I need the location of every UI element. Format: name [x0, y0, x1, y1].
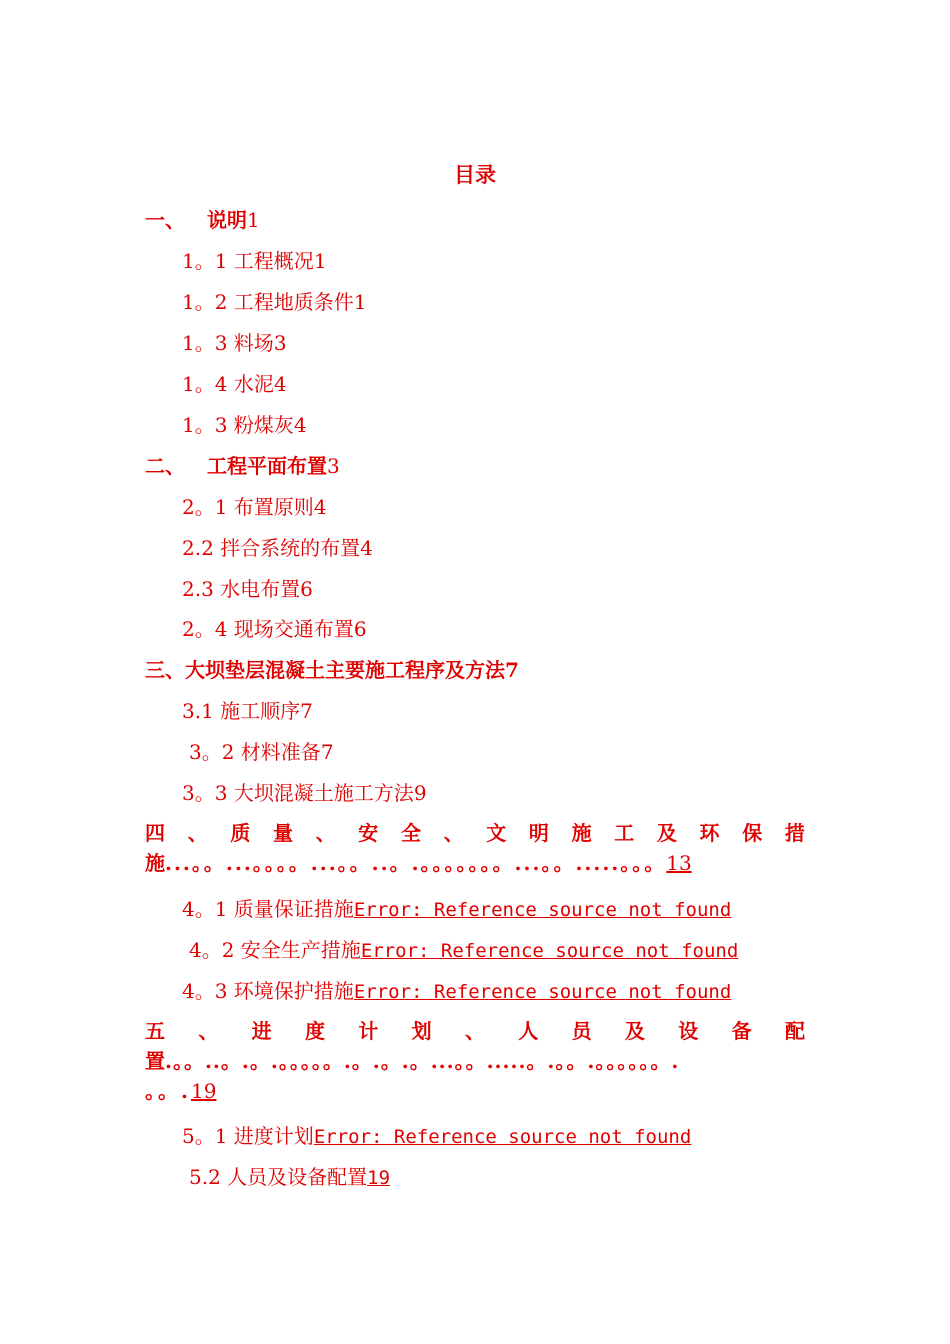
section-number: 二、: [145, 454, 185, 478]
title-char: 人: [518, 1019, 539, 1043]
entry-label: 2.2 拌合系统的布置: [182, 536, 361, 560]
toc-entry-4-1[interactable]: [182, 894, 731, 925]
title-char: 五: [145, 1019, 165, 1043]
page-number: 4: [273, 372, 287, 396]
page-number: 7: [320, 740, 334, 764]
toc-entry-5-1[interactable]: [182, 1121, 691, 1152]
entry-label: 1。1 工程概况: [182, 249, 314, 273]
toc-entry-1-3[interactable]: [182, 328, 287, 358]
toc-entry-3-2[interactable]: [189, 737, 334, 767]
section-title: 说明: [207, 208, 247, 232]
section-5-leader-line-2: [145, 1076, 805, 1106]
page-number: 1: [353, 290, 367, 314]
entry-label: 3。3 大坝混凝土施工方法: [182, 781, 414, 805]
title-char: 度: [304, 1019, 325, 1043]
page-number[interactable]: 19: [190, 1079, 217, 1103]
title-char: 进: [251, 1019, 272, 1043]
page-number: 1: [313, 249, 327, 273]
section-4-title-line: [145, 818, 805, 848]
entry-label: 5.2 人员及设备配置: [189, 1165, 368, 1189]
dot-leader: 。。.: [145, 1079, 191, 1103]
title-char: 环: [699, 821, 720, 845]
title-char: 、: [187, 821, 208, 845]
entry-label: 1。2 工程地质条件: [182, 290, 354, 314]
toc-entry-4-2[interactable]: [189, 935, 738, 966]
title-char: 工: [614, 821, 635, 845]
dot-leader: .。。..。.。.。。。。。.。.。.。...。。.....。.。。.。。。。。。.: [165, 1049, 680, 1073]
toc-entry-1-1[interactable]: [182, 246, 327, 276]
reference-error-link[interactable]: Error: Reference source not found: [360, 940, 739, 962]
page-number: 7: [505, 658, 519, 682]
entry-label: 3。2 材料准备: [189, 740, 321, 764]
title-char: 划: [411, 1019, 432, 1043]
toc-entry-1-2[interactable]: [182, 287, 367, 317]
toc-entry-2-1[interactable]: [182, 492, 327, 522]
title-char: 措: [784, 821, 805, 845]
toc-entry-1-4[interactable]: [182, 369, 287, 399]
toc-entry-section-4[interactable]: [145, 818, 805, 878]
page-number: 9: [413, 781, 427, 805]
page-number: 4: [360, 536, 373, 560]
title-char: 及: [624, 1019, 645, 1043]
entry-label: 4。1 质量保证措施: [182, 897, 354, 921]
title-char: 、: [198, 1019, 219, 1043]
title-char: 置: [145, 1049, 165, 1073]
reference-error-link[interactable]: Error: Reference source not found: [313, 1126, 692, 1148]
title-char: 计: [358, 1019, 379, 1043]
page-number: 6: [300, 577, 313, 601]
title-char: 备: [731, 1019, 752, 1043]
section-title: 三、大坝垫层混凝土主要施工程序及方法: [145, 658, 505, 682]
reference-error-link[interactable]: Error: Reference source not found: [353, 899, 732, 921]
page-number: 7: [300, 699, 313, 723]
entry-label: 2。4 现场交通布置: [182, 617, 354, 641]
page-number: 4: [313, 495, 327, 519]
title-char: 员: [571, 1019, 592, 1043]
page-number: 4: [293, 413, 307, 437]
entry-label: 3.1 施工顺序: [182, 699, 301, 723]
entry-label: 2。1 布置原则: [182, 495, 314, 519]
page-number: 3: [327, 454, 340, 478]
entry-label: 4。3 环境保护措施: [182, 979, 354, 1003]
title-char: 、: [443, 821, 464, 845]
toc-entry-2-3[interactable]: [182, 574, 313, 604]
section-5-title-line: [145, 1016, 805, 1046]
toc-entry-1-5[interactable]: [182, 410, 307, 440]
reference-error-link[interactable]: Error: Reference source not found: [353, 981, 732, 1003]
page-number: 6: [353, 617, 367, 641]
entry-label: 1。4 水泥: [182, 372, 274, 396]
title-char: 保: [742, 821, 763, 845]
entry-label: 2.3 水电布置: [182, 577, 301, 601]
toc-entry-section-2[interactable]: [145, 451, 340, 481]
toc-entry-3-1[interactable]: [182, 696, 313, 726]
title-char: 全: [400, 821, 421, 845]
entry-label: 4。2 安全生产措施: [189, 938, 361, 962]
entry-label: 1。3 料场: [182, 331, 274, 355]
title-char: 文: [486, 821, 507, 845]
title-char: 、: [464, 1019, 485, 1043]
title-char: 配: [784, 1019, 805, 1043]
title-char: 施: [145, 851, 165, 875]
title-char: 施: [571, 821, 592, 845]
toc-entry-section-3[interactable]: [145, 655, 519, 685]
toc-title: 目录: [454, 162, 496, 187]
page-number-link[interactable]: 19: [367, 1167, 391, 1189]
toc-entry-2-4[interactable]: [182, 614, 367, 644]
title-char: 明: [528, 821, 549, 845]
toc-entry-3-3[interactable]: [182, 778, 427, 808]
toc-entry-5-2[interactable]: [189, 1162, 390, 1193]
title-char: 量: [272, 821, 293, 845]
entry-label: 5。1 进度计划: [182, 1124, 314, 1148]
toc-entry-section-1[interactable]: [145, 205, 260, 235]
toc-entry-2-2[interactable]: [182, 533, 373, 563]
page-number[interactable]: 13: [666, 851, 692, 875]
section-5-leader-line: [145, 1046, 805, 1076]
toc-entry-4-3[interactable]: [182, 976, 731, 1007]
title-char: 设: [678, 1019, 699, 1043]
title-char: 安: [358, 821, 379, 845]
title-char: 质: [230, 821, 251, 845]
title-char: 、: [315, 821, 336, 845]
title-char: 四: [145, 821, 165, 845]
toc-entry-section-5[interactable]: [145, 1016, 805, 1106]
section-4-leader-line: [145, 848, 805, 878]
page-number: 3: [273, 331, 287, 355]
entry-label: 1。3 粉煤灰: [182, 413, 294, 437]
dot-leader: ...。。...。。。。...。。..。.。。。。。。。...。。.....。。。: [165, 851, 667, 875]
title-char: 及: [656, 821, 677, 845]
section-title: 工程平面布置: [207, 454, 327, 478]
section-number: 一、: [145, 208, 185, 232]
page-number: 1: [247, 208, 260, 232]
